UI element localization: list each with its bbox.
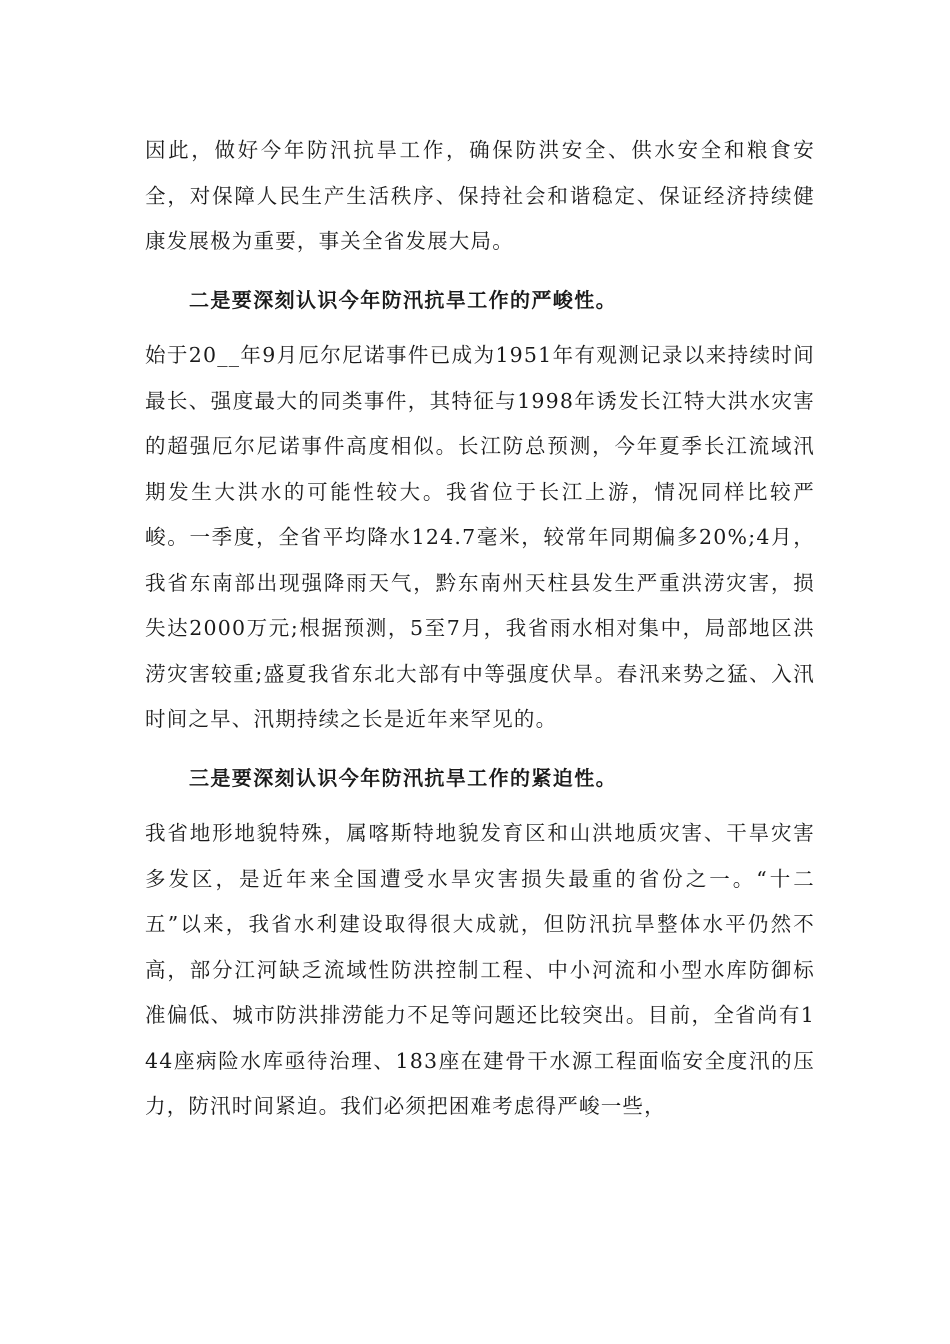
paragraph-urgency: 我省地形地貌特殊，属喀斯特地貌发育区和山洪地质灾害、干旱灾害多发区，是近年来全国遭受水旱灾害损失最重的省份之一。“十二五”以来，我省水利建设取得很大成就，但防汛抗旱整体水平仍然不高，部分江河缺乏流域性防洪控制工程、中小河流和小型水库防御标准偏低、城市防洪排涝能力不足等问题还比较突出。目前，全省尚有144座病险水库亟待治理、183座在建骨干水源工程面临安全度汛的压力，防汛时间紧迫。我们必须把困难考虑得严峻一些， [145, 821, 815, 1118]
paragraph-severity: 始于20__年9月厄尔尼诺事件已成为1951年有观测记录以来持续时间最长、强度最大的同类事件，其特征与1998年诱发长江特大洪水灾害的超强厄尔尼诺事件高度相似。长江防总预测，今年夏季长江流域汛期发生大洪水的可能性较大。我省位于长江上游，情况同样比较严峻。一季度，全省平均降水124.7毫米，较常年同期偏多20%;4月，我省东南部出现强降雨天气，黔东南州天柱县发生严重洪涝灾害，损失达2000万元;根据预测，5至7月，我省雨水相对集中，局部地区洪涝灾害较重;盛夏我省东北大部有中等强度伏旱。春汛来势之猛、入汛时间之早、汛期持续之长是近年来罕见的。 [145, 343, 815, 731]
spacer [145, 743, 815, 756]
spacer [145, 801, 815, 811]
heading-severity: 二是要深刻认识今年防汛抗旱工作的严峻性。 [189, 287, 617, 312]
spacer [145, 265, 815, 278]
spacer [145, 323, 815, 333]
document-body [145, 128, 815, 1130]
paragraph-intro: 因此，做好今年防汛抗旱工作，确保防洪安全、供水安全和粮食安全，对保障人民生产生活秩序、保持社会和谐稳定、保证经济持续健康发展极为重要，事关全省发展大局。 [145, 138, 815, 253]
heading-urgency: 三是要深刻认识今年防汛抗旱工作的紧迫性。 [189, 765, 617, 790]
